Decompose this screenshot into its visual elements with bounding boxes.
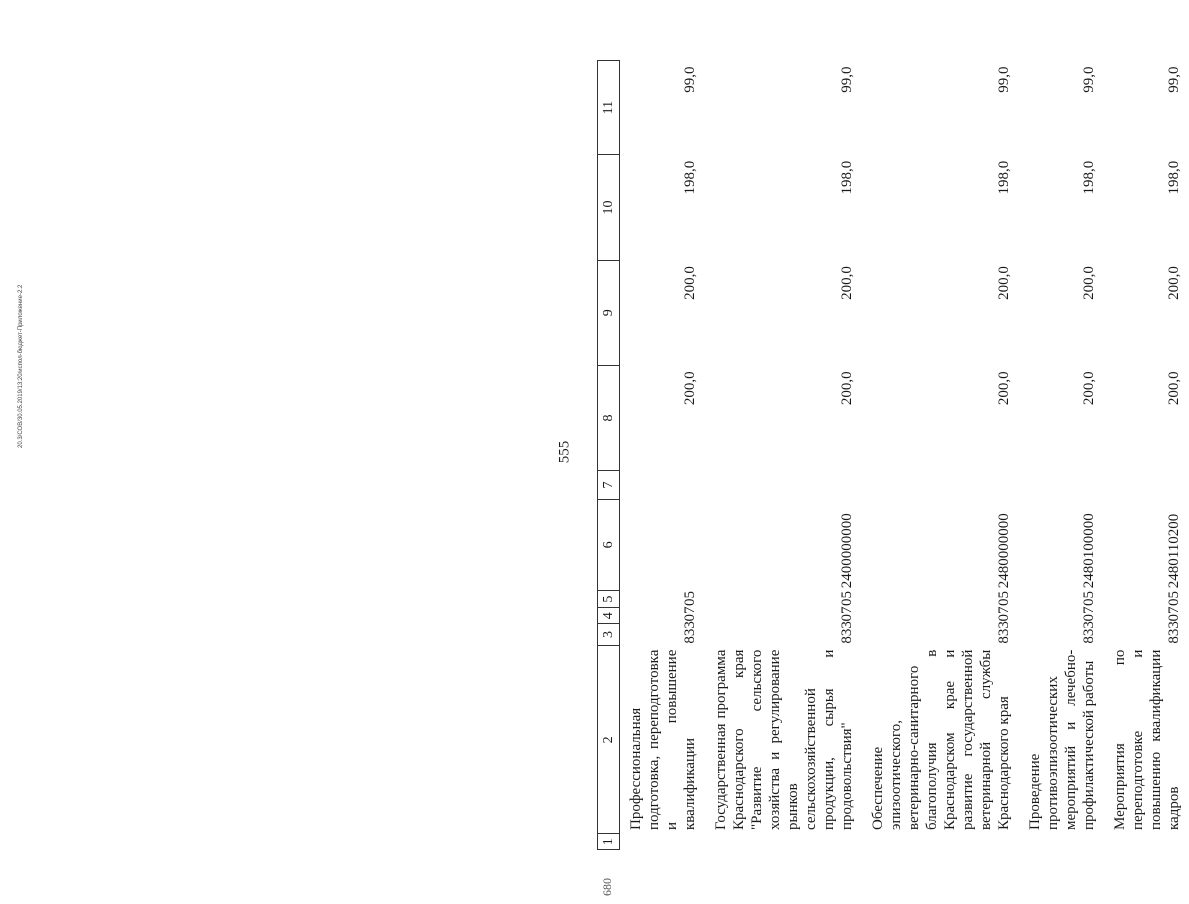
- row-number-cell: [705, 834, 862, 850]
- row-number-cell: [1104, 834, 1189, 850]
- section-code-cell: 07: [1166, 606, 1182, 622]
- percent-cell: 99,0: [682, 66, 698, 93]
- item-name-cell: Обеспечение эпизоотического, ветеринарно-санитарного благополучия в Краснодарском крае и развитие государственной ветеринарной службы Краснодарского края: [870, 649, 1012, 830]
- expense-type-cell: [705, 471, 862, 500]
- column-header: 5: [598, 590, 620, 608]
- column-header: 9: [598, 260, 620, 365]
- column-header: 1: [598, 834, 620, 850]
- target-article-cell: 2480110200: [1166, 513, 1182, 589]
- amount-cell: 200,0: [1166, 371, 1182, 406]
- section-code-cell: 07: [839, 606, 855, 622]
- amount-cell: 200,0: [682, 371, 698, 406]
- percent-cell: 99,0: [1081, 66, 1097, 93]
- amount-cell: 200,0: [839, 371, 855, 406]
- row-number-cell: [1019, 834, 1104, 850]
- column-header: 10: [598, 155, 620, 260]
- department-code-cell: 833: [1166, 621, 1182, 644]
- row-number-cell: [862, 834, 1019, 850]
- amount-cell: 198,0: [1081, 160, 1097, 195]
- subsection-code-cell: 05: [1081, 590, 1097, 606]
- amount-cell: 198,0: [682, 160, 698, 195]
- subsection-code-cell: 05: [682, 590, 698, 606]
- column-header: 2: [598, 646, 620, 834]
- expense-type-cell: [620, 471, 706, 500]
- amount-cell: 198,0: [839, 160, 855, 195]
- table-header-row: [598, 61, 620, 850]
- amount-cell: 200,0: [996, 266, 1012, 300]
- section-code-cell: 07: [996, 606, 1012, 622]
- column-header: 7: [598, 471, 620, 500]
- footer-document-code: 20.3/СОВ/30.05.2019/13:20/испол-бюджет-Приложение-2.2: [18, 284, 24, 448]
- amount-cell: 198,0: [996, 160, 1012, 195]
- section-code-cell: 07: [1081, 606, 1097, 622]
- column-header: 6: [598, 499, 620, 590]
- table-row: [620, 61, 706, 850]
- column-header: 3: [598, 623, 620, 645]
- item-name-cell: Мероприятия по переподготовке и повышению квалификации кадров: [1112, 649, 1182, 830]
- target-article-cell: 2480000000: [996, 513, 1012, 589]
- subsection-code-cell: 05: [839, 590, 855, 606]
- row-number-cell: [620, 834, 706, 850]
- corner-page-mark: 680: [600, 878, 614, 896]
- expense-type-cell: [1019, 471, 1104, 500]
- amount-cell: 198,0: [1166, 160, 1182, 195]
- department-code-cell: 833: [839, 621, 855, 644]
- target-article-cell: [620, 499, 706, 590]
- subsection-code-cell: 05: [1166, 590, 1182, 606]
- column-header: 4: [598, 608, 620, 624]
- table-row: [705, 61, 862, 850]
- amount-cell: 200,0: [996, 371, 1012, 406]
- percent-cell: 99,0: [996, 66, 1012, 93]
- table-row: [1104, 61, 1189, 850]
- rotated-table-region: [597, 60, 1182, 850]
- amount-cell: 200,0: [1081, 371, 1097, 406]
- amount-cell: 200,0: [682, 266, 698, 300]
- section-code-cell: 07: [682, 606, 698, 622]
- item-name-cell: Проведение противоэпизоотических мероприятий и лечебно-профилактической работы: [1027, 649, 1097, 830]
- item-name-cell: Профессиональная подготовка, переподготовка и повышение квалификации: [628, 649, 698, 830]
- column-header: 8: [598, 365, 620, 470]
- percent-cell: 99,0: [1166, 66, 1182, 93]
- amount-cell: 200,0: [1166, 266, 1182, 300]
- budget-table: [597, 60, 1189, 850]
- department-code-cell: 833: [682, 621, 698, 644]
- amount-cell: 200,0: [839, 266, 855, 300]
- percent-cell: 99,0: [839, 66, 855, 93]
- table-row: [862, 61, 1019, 850]
- department-code-cell: 833: [996, 621, 1012, 644]
- target-article-cell: 2400000000: [839, 513, 855, 589]
- target-article-cell: 2480100000: [1081, 513, 1097, 589]
- page-number: 555: [556, 440, 573, 464]
- table-row: [1019, 61, 1104, 850]
- item-name-cell: Государственная программа Краснодарского края "Развитие сельского хозяйства и регулирование рынков сельскохозяйственной продукции, сырья и продовольствия": [713, 649, 855, 830]
- column-header: 11: [598, 61, 620, 155]
- department-code-cell: 833: [1081, 621, 1097, 644]
- expense-type-cell: [862, 471, 1019, 500]
- subsection-code-cell: 05: [996, 590, 1012, 606]
- amount-cell: 200,0: [1081, 266, 1097, 300]
- expense-type-cell: [1104, 471, 1189, 500]
